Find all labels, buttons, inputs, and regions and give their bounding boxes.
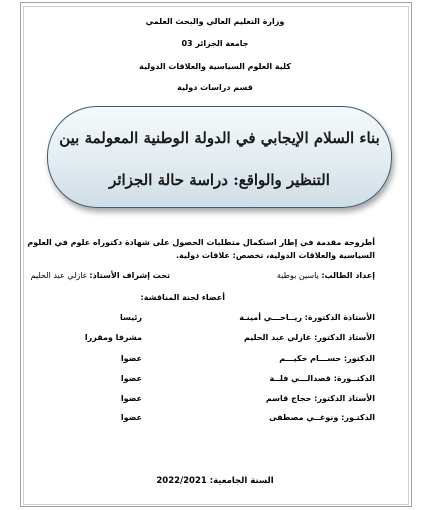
member-role: عضوا bbox=[120, 413, 142, 422]
academic-year: السنة الجامعية: 2022/2021 bbox=[156, 476, 274, 486]
thesis-description-line-1: أطروحة مقدمة في إطار استكمال متطلبات الحصول على شهادة دكتوراه علوم في العلوم bbox=[27, 238, 375, 247]
member-name: الدكتــورة: قصدالـــي فلــة bbox=[269, 374, 375, 383]
student-name: ياسين بوطبة bbox=[276, 271, 319, 280]
member-name: الأستاذ الدكتور: حجاج قاسم bbox=[265, 394, 375, 403]
member-role: رئيسا bbox=[119, 313, 142, 322]
committee-member-row bbox=[0, 312, 430, 324]
member-name: الأستاذة الدكتورة: ريــاحـــي أمينـة bbox=[239, 313, 375, 322]
member-role: عضوا bbox=[120, 354, 142, 363]
faculty-name: كلية العلوم السياسية والعلاقات الدولية bbox=[139, 62, 291, 71]
supervisor-info bbox=[31, 271, 170, 281]
member-role: عضوا bbox=[120, 394, 142, 403]
member-role: عضوا bbox=[120, 374, 142, 383]
committee-heading: أعضاء لجنة المناقشة: bbox=[140, 293, 225, 302]
thesis-description-line-2: السياسية والعلاقات الدولية، تخصص: علاقات دولية. bbox=[176, 251, 375, 260]
committee-member-row bbox=[0, 373, 430, 385]
university-name: جامعة الجزائر 03 bbox=[181, 39, 249, 48]
committee-member-row bbox=[0, 412, 430, 424]
title-banner bbox=[47, 106, 392, 208]
member-role: مشرفا ومقررا bbox=[84, 333, 142, 342]
member-name: الدكتور: حســـام حكيـــم bbox=[279, 354, 375, 363]
student-info bbox=[277, 271, 375, 281]
student-label: إعداد الطالب: bbox=[321, 271, 375, 280]
member-name: الأستاذ الدكتور: غازلي عبد الحليم bbox=[243, 333, 375, 342]
supervisor-label: تحت إشراف الأستاذ: bbox=[89, 271, 170, 280]
thesis-title-line-2: التنظير والواقع: دراسة حالة الجزائر bbox=[109, 171, 330, 189]
committee-member-row bbox=[0, 353, 430, 365]
committee-member-row bbox=[0, 393, 430, 405]
department-name: قسم دراسات دولية bbox=[177, 83, 253, 92]
committee-member-row bbox=[0, 332, 430, 344]
thesis-title-line-1: بناء السلام الإيجابي في الدولة الوطنية المعولمة بين bbox=[59, 129, 380, 147]
member-name: الدكتـور: ونوغــي مصطفى bbox=[269, 413, 375, 422]
supervisor-name: غازلي عبد الحليم bbox=[30, 271, 87, 280]
ministry-name: وزارة التعليم العالي والبحث العلمي bbox=[145, 17, 285, 26]
